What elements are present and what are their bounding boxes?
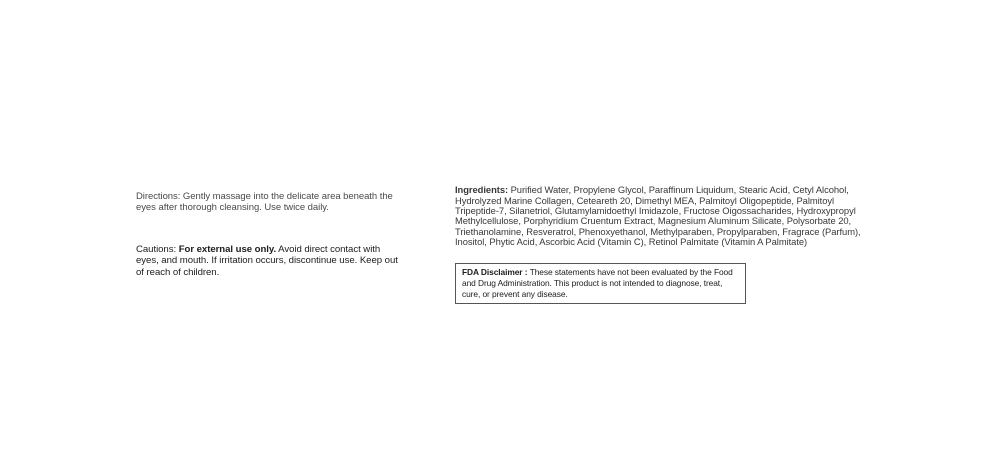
ingredients-text: Purified Water, Propylene Glycol, Paraffinum Liquidum, Stearic Acid, Cetyl Alcohol, Hydrolyzed Marine Collagen, Ceteareth 20, Dimethyl MEA, Palmitoyl Oligopeptide, Palmitoyl Tripeptide-7, Silanetriol, Glutamylamidoethyl Imidazole, Fructose Oigossacharides, Hydroxypropyl Methylcellulose, Porphyridium Cruentum Extract, Magnesium Aluminum Silicate, Polysorbate 20, Triethanolamine, Resveratrol, Phenoxyethanol, Methylparaben, Propylparaben, Fragrace (Parfum), Inositol, Phytic Acid, Ascorbic Acid (Vitamin C), Retinol Palmitate (Vitamin A Palmitate) [455, 184, 861, 248]
cautions-text: Avoid direct contact with eyes, and mouth. If irritation occurs, discontinue use. Keep out of reach of children. [136, 243, 398, 278]
fda-disclaimer-text: These statements have not been evaluated by the Food and Drug Administration. This product is not intended to diagnose, treat, cure, or prevent any disease. [462, 267, 733, 300]
cautions-paragraph [136, 244, 404, 279]
directions-label: Directions: [136, 190, 183, 202]
directions-text: Gently massage into the delicate area beneath the eyes after thorough cleansing. Use twice daily. [136, 190, 393, 214]
cautions-label: Cautions: [136, 243, 179, 255]
directions-paragraph [136, 191, 400, 214]
ingredients-label: Ingredients: [455, 184, 511, 196]
ingredients-paragraph [455, 185, 863, 247]
fda-disclaimer-box [455, 263, 746, 304]
cautions-bold-warning: For external use only. [178, 243, 277, 255]
fda-disclaimer-label: FDA Disclaimer : [462, 267, 530, 277]
